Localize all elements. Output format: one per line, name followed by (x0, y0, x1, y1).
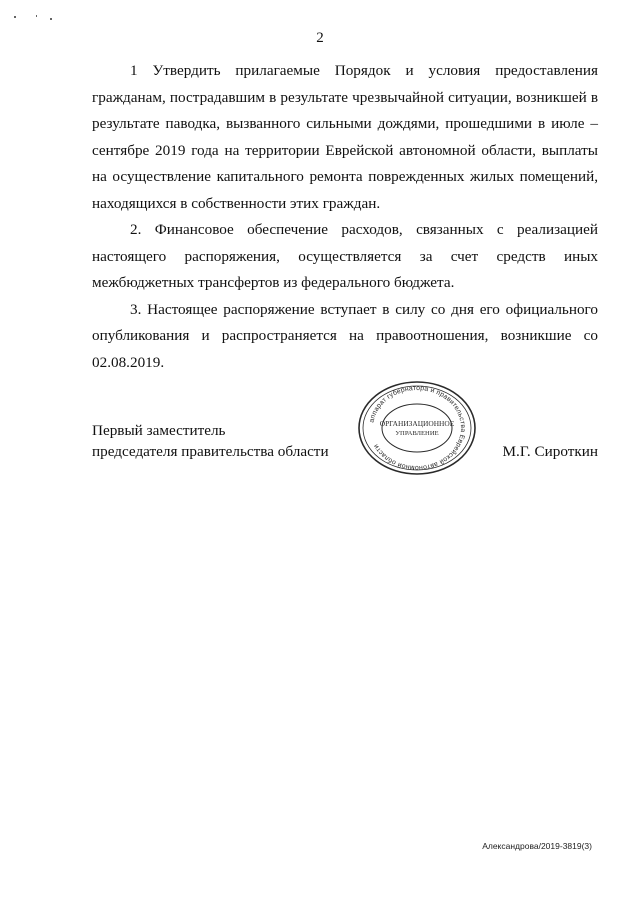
signature-block (92, 420, 598, 470)
seal-center-line-1: ОРГАНИЗАЦИОННОЕ (379, 419, 455, 428)
paragraph-3: 3. Настоящее распоряжение вступает в силу со дня его официального опубликования и распространяется на правоотношения, возникшие со 02.08.2019. (92, 300, 598, 371)
signer-title-line-2: председателя правительства области (92, 443, 329, 460)
signer-name: М.Г. Сироткин (502, 443, 598, 460)
seal-ring-text: аппарат губернатора и правительства Еврейской автономной области (368, 384, 467, 472)
signer-title-line-1: Первый заместитель (92, 422, 226, 439)
document-footer-code: Александрова/2019-3819(3) (482, 841, 592, 851)
paragraph-1: 1 Утвердить прилагаемые Порядок и условия предоставления гражданам, пострадавшим в результате чрезвычайной ситуации, возникшей в результате паводка, вызванного сильными дождями, прошедшими в июле – сентябре 2019 года на территории Еврейской автономной области, выплаты на осуществление капитального ремонта поврежденных жилых помещений, находящихся в собственности этих граждан. (92, 62, 598, 212)
signer-title (92, 420, 329, 462)
paragraph-2: 2. Финансовое обеспечение расходов, связанных с реализацией настоящего распоряжения, осуществляется за счет средств иных межбюджетных трансфертов из федерального бюджета. (92, 221, 598, 291)
official-seal-stamp (352, 378, 482, 478)
body-text (92, 58, 598, 376)
page-number: 2 (316, 30, 324, 46)
scan-specks (14, 14, 54, 22)
seal-center-line-2: УПРАВЛЕНИЕ (395, 430, 439, 437)
